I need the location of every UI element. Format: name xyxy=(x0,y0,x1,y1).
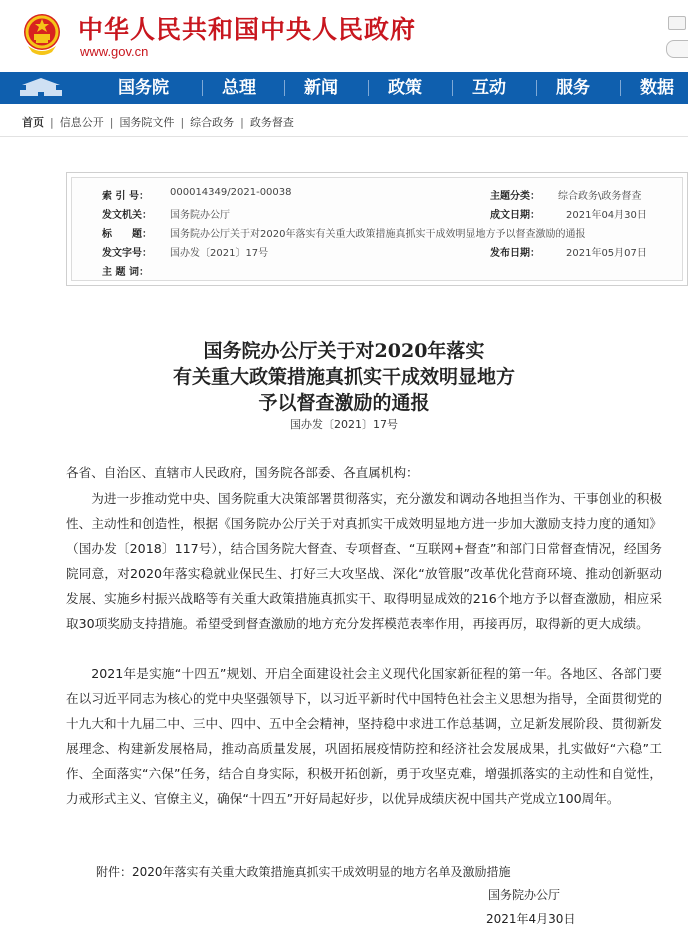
nav-item-interaction[interactable]: 互动 xyxy=(472,78,506,98)
article-doc-number: 国办发〔2021〕17号 xyxy=(290,418,398,431)
nav-divider xyxy=(620,80,621,96)
article-title-line-2: 有关重大政策措施真抓实干成效明显地方 xyxy=(172,366,515,388)
breadcrumb-supervision[interactable]: 政务督查 xyxy=(249,116,294,129)
doc-number-value: 国办发〔2021〕17号 xyxy=(170,248,269,259)
tiananmen-logo-icon[interactable] xyxy=(16,76,66,100)
site-title[interactable]: 中华人民共和国中央人民政府 xyxy=(78,15,417,44)
doc-title-label: 标 题： xyxy=(102,229,152,240)
document-metadata-box xyxy=(66,172,688,286)
national-emblem-icon[interactable] xyxy=(22,12,62,56)
search-toggle[interactable] xyxy=(666,40,688,58)
doc-number-label: 发文字号： xyxy=(102,248,152,259)
nav-divider xyxy=(368,80,369,96)
nav-item-news[interactable]: 新闻 xyxy=(304,78,338,98)
doc-title-value: 国务院办公厅关于对2020年落实有关重大政策措施真抓实干成效明显地方予以督查激励的通报 xyxy=(170,229,586,240)
body-paragraph-1: 为进一步推动党中央、国务院重大决策部署贯彻落实，充分激发和调动各地担当作为、干事创业的积极性、主动性和创造性，根据《国务院办公厅关于对真抓实干成效明显地方进一步加大激励支持力度的通知》（国办发〔2018〕117号），结合国务院大督查、专项督查、“互联网+督查”和部门日常督查情况，经国务院同意，对2020年落实稳就业保民生、打好三大攻坚战、深化“放管服”改革优化营商环境、推动创新驱动发展、实施乡村振兴战略等有关重大政策措施真抓实干、取得明显成效的216个地方予以督查激励，相应采取30项奖励支持措施。希望受到督查激励的地方充分发挥模范表率作用，再接再厉，取得新的更大成绩。 xyxy=(66,491,662,631)
created-date-label: 成文日期： xyxy=(490,210,540,221)
site-url[interactable]: www.gov.cn xyxy=(80,44,149,59)
breadcrumb-separator: | xyxy=(180,116,185,129)
nav-item-policy[interactable]: 政策 xyxy=(388,78,422,98)
index-number-value: 000014349/2021-00038 xyxy=(170,187,292,198)
nav-divider xyxy=(536,80,537,96)
nav-item-state-council[interactable]: 国务院 xyxy=(118,78,169,98)
nav-item-premier[interactable]: 总理 xyxy=(222,78,256,98)
breadcrumb-separator: | xyxy=(50,116,54,129)
breadcrumb-separator: | xyxy=(240,116,244,129)
topic-label: 主题分类： xyxy=(490,191,540,202)
topic-value: 综合政务\政务督查 xyxy=(558,191,642,202)
nav-divider xyxy=(202,80,203,96)
signature-organization: 国务院办公厅 xyxy=(488,888,561,902)
main-nav xyxy=(0,72,688,104)
mail-icon[interactable] xyxy=(668,16,686,30)
attachment-link[interactable]: 附件：2020年落实有关重大政策措施真抓实干成效明显的地方名单及激励措施 xyxy=(96,865,511,879)
article-title-line-3: 予以督查激励的通报 xyxy=(258,392,430,414)
nav-item-data[interactable]: 数据 xyxy=(640,78,674,98)
nav-item-services[interactable]: 服务 xyxy=(556,78,590,98)
breadcrumb-info-disclosure[interactable]: 信息公开 xyxy=(59,116,104,129)
nav-divider xyxy=(284,80,285,96)
published-date-value: 2021年05月07日 xyxy=(566,248,647,259)
divider xyxy=(0,136,688,137)
metadata-table xyxy=(71,177,683,281)
article-title-line-1: 国务院办公厅关于对2020年落实 xyxy=(203,340,485,362)
breadcrumb-state-council-docs[interactable]: 国务院文件 xyxy=(119,116,175,129)
published-date-label: 发布日期： xyxy=(490,248,540,259)
breadcrumb xyxy=(22,114,294,130)
issuer-value: 国务院办公厅 xyxy=(170,210,230,221)
index-number-label: 索 引 号： xyxy=(102,191,149,202)
breadcrumb-general-affairs[interactable]: 综合政务 xyxy=(190,116,235,129)
breadcrumb-home[interactable]: 首页 xyxy=(22,116,44,129)
site-header xyxy=(0,0,688,72)
issuer-label: 发文机关： xyxy=(102,210,152,221)
signature-date: 2021年4月30日 xyxy=(486,912,576,926)
nav-divider xyxy=(452,80,453,96)
body-paragraph-2: 2021年是实施“十四五”规划、开启全面建设社会主义现代化国家新征程的第一年。各地区、各部门要在以习近平同志为核心的党中央坚强领导下，以习近平新时代中国特色社会主义思想为指导，全面贯彻党的十九大和十九届二中、三中、四中、五中全会精神，坚持稳中求进工作总基调，立足新发展阶段、贯彻新发展理念、构建新发展格局，推动高质量发展，巩固拓展疫情防控和经济社会发展成果，扎实做好“六稳”工作、全面落实“六保”任务，结合自身实际，积极开拓创新，勇于攻坚克难，增强抓落实的主动性和自觉性，力戒形式主义、官僚主义，确保“十四五”开好局起好步，以优异成绩庆祝中国共产党成立100周年。 xyxy=(66,666,662,806)
created-date-value: 2021年04月30日 xyxy=(566,210,647,221)
keywords-label: 主 题 词： xyxy=(102,267,149,278)
addressee: 各省、自治区、直辖市人民政府，国务院各部委、各直属机构： xyxy=(66,465,419,480)
breadcrumb-separator: | xyxy=(109,116,114,129)
